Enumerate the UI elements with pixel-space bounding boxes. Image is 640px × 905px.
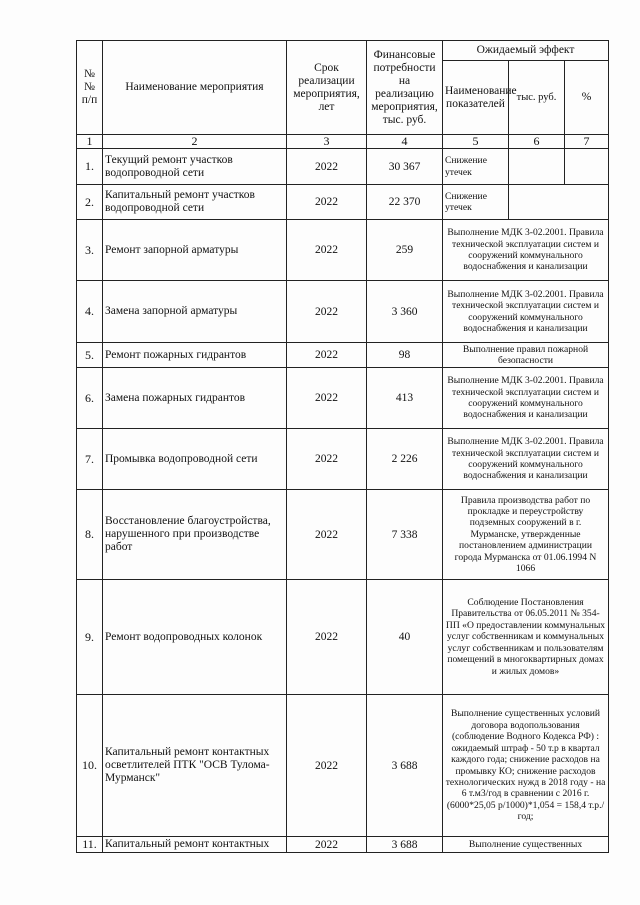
column-index: 1 <box>77 135 103 149</box>
column-index: 4 <box>367 135 443 149</box>
row-number: 8. <box>77 490 103 580</box>
row-number: 7. <box>77 429 103 490</box>
measure-name: Ремонт водопроводных колонок <box>103 580 287 695</box>
row-number: 3. <box>77 220 103 281</box>
measures-table <box>76 40 609 853</box>
row-number: 10. <box>77 695 103 837</box>
measure-year: 2022 <box>287 149 367 185</box>
row-number: 1. <box>77 149 103 185</box>
expected-effect: Выполнение существенных <box>443 837 609 853</box>
measure-amount: 2 226 <box>367 429 443 490</box>
measure-year: 2022 <box>287 343 367 368</box>
table-row <box>77 837 609 853</box>
table-row <box>77 429 609 490</box>
table-row <box>77 185 609 220</box>
table-row <box>77 580 609 695</box>
measure-amount: 259 <box>367 220 443 281</box>
expected-effect: Выполнение МДК 3-02.2001. Правила технической эксплуатации систем и сооружений коммунального водоснабжения и канализации <box>443 220 609 281</box>
row-number: 4. <box>77 281 103 343</box>
table-row <box>77 281 609 343</box>
table-row <box>77 368 609 429</box>
measure-name: Промывка водопроводной сети <box>103 429 287 490</box>
effect-percent-cell <box>565 149 609 185</box>
measure-amount: 40 <box>367 580 443 695</box>
header-percent: % <box>565 61 609 135</box>
row-number: 6. <box>77 368 103 429</box>
measure-amount: 7 338 <box>367 490 443 580</box>
expected-effect: Выполнение МДК 3-02.2001. Правила технической эксплуатации систем и сооружений коммунального водоснабжения и канализации <box>443 281 609 343</box>
measure-year: 2022 <box>287 837 367 853</box>
measure-amount: 30 367 <box>367 149 443 185</box>
measure-year: 2022 <box>287 429 367 490</box>
measure-name: Замена пожарных гидрантов <box>103 368 287 429</box>
measure-amount: 3 688 <box>367 695 443 837</box>
measure-amount: 22 370 <box>367 185 443 220</box>
effect-empty-cell <box>509 185 609 220</box>
header-term: Срок реализации мероприятия, лет <box>287 41 367 135</box>
header-finance: Финансовые потребности на реализацию мероприятия, тыс. руб. <box>367 41 443 135</box>
measure-name: Капитальный ремонт контактных осветлителей ПТК "ОСВ Тулома-Мурманск" <box>103 695 287 837</box>
row-number: 11. <box>77 837 103 853</box>
measure-amount: 3 360 <box>367 281 443 343</box>
table-row <box>77 695 609 837</box>
expected-effect: Выполнение существенных условий договора водопользования (соблюдение Водного Кодекса РФ) : ожидаемый штраф - 50 т.р в квартал каждого года; снижение расходов на промывку КО; снижение расходов технологических нужд в 2018 году - на 6 т.м3/год в сравнении с 2016 г. (6000*25,05 р/1000)*1,054 = 158,4 т.р./год; <box>443 695 609 837</box>
header-indicator: Наименование показателей <box>443 61 509 135</box>
column-index: 2 <box>103 135 287 149</box>
measure-name: Ремонт запорной арматуры <box>103 220 287 281</box>
measure-name: Ремонт пожарных гидрантов <box>103 343 287 368</box>
measure-name: Восстановление благоустройства, нарушенного при производстве работ <box>103 490 287 580</box>
column-index-row <box>77 135 609 149</box>
measure-name: Замена запорной арматуры <box>103 281 287 343</box>
row-number: 9. <box>77 580 103 695</box>
header-name: Наименование мероприятия <box>103 41 287 135</box>
measure-year: 2022 <box>287 490 367 580</box>
measure-name: Капитальный ремонт участков водопроводной сети <box>103 185 287 220</box>
expected-effect: Снижение утечек <box>443 185 509 220</box>
measure-year: 2022 <box>287 695 367 837</box>
measure-amount: 413 <box>367 368 443 429</box>
column-index: 6 <box>509 135 565 149</box>
expected-effect: Выполнение МДК 3-02.2001. Правила технической эксплуатации систем и сооружений коммунального водоснабжения и канализации <box>443 368 609 429</box>
table-row <box>77 149 609 185</box>
table-row <box>77 343 609 368</box>
expected-effect: Выполнение правил пожарной безопасности <box>443 343 609 368</box>
measure-year: 2022 <box>287 580 367 695</box>
column-index: 3 <box>287 135 367 149</box>
row-number: 2. <box>77 185 103 220</box>
expected-effect: Соблюдение Постановления Правительства от 06.05.2011 № 354-ПП «О предоставлении коммунальных услуг собственникам и коммунальных услуг собственникам и пользователям помещений в многоквартирных домах и жилых домов» <box>443 580 609 695</box>
measure-year: 2022 <box>287 368 367 429</box>
column-index: 5 <box>443 135 509 149</box>
row-number: 5. <box>77 343 103 368</box>
expected-effect: Снижение утечек <box>443 149 509 185</box>
header-num: №№ п/п <box>77 41 103 135</box>
measure-amount: 3 688 <box>367 837 443 853</box>
expected-effect: Правила производства работ по прокладке и переустройству подземных сооружений в г. Мурманске, утвержденные постановлением администрации города Мурманска от 01.06.1994 N 1066 <box>443 490 609 580</box>
effect-thousand-cell <box>509 149 565 185</box>
table-row <box>77 220 609 281</box>
header-effect: Ожидаемый эффект <box>443 41 609 61</box>
header-thousand: тыс. руб. <box>509 61 565 135</box>
measure-year: 2022 <box>287 281 367 343</box>
measure-year: 2022 <box>287 185 367 220</box>
measure-name: Текущий ремонт участков водопроводной сети <box>103 149 287 185</box>
table-row <box>77 490 609 580</box>
expected-effect: Выполнение МДК 3-02.2001. Правила технической эксплуатации систем и сооружений коммунального водоснабжения и канализации <box>443 429 609 490</box>
measure-year: 2022 <box>287 220 367 281</box>
measure-amount: 98 <box>367 343 443 368</box>
measure-name: Капитальный ремонт контактных <box>103 837 287 853</box>
column-index: 7 <box>565 135 609 149</box>
